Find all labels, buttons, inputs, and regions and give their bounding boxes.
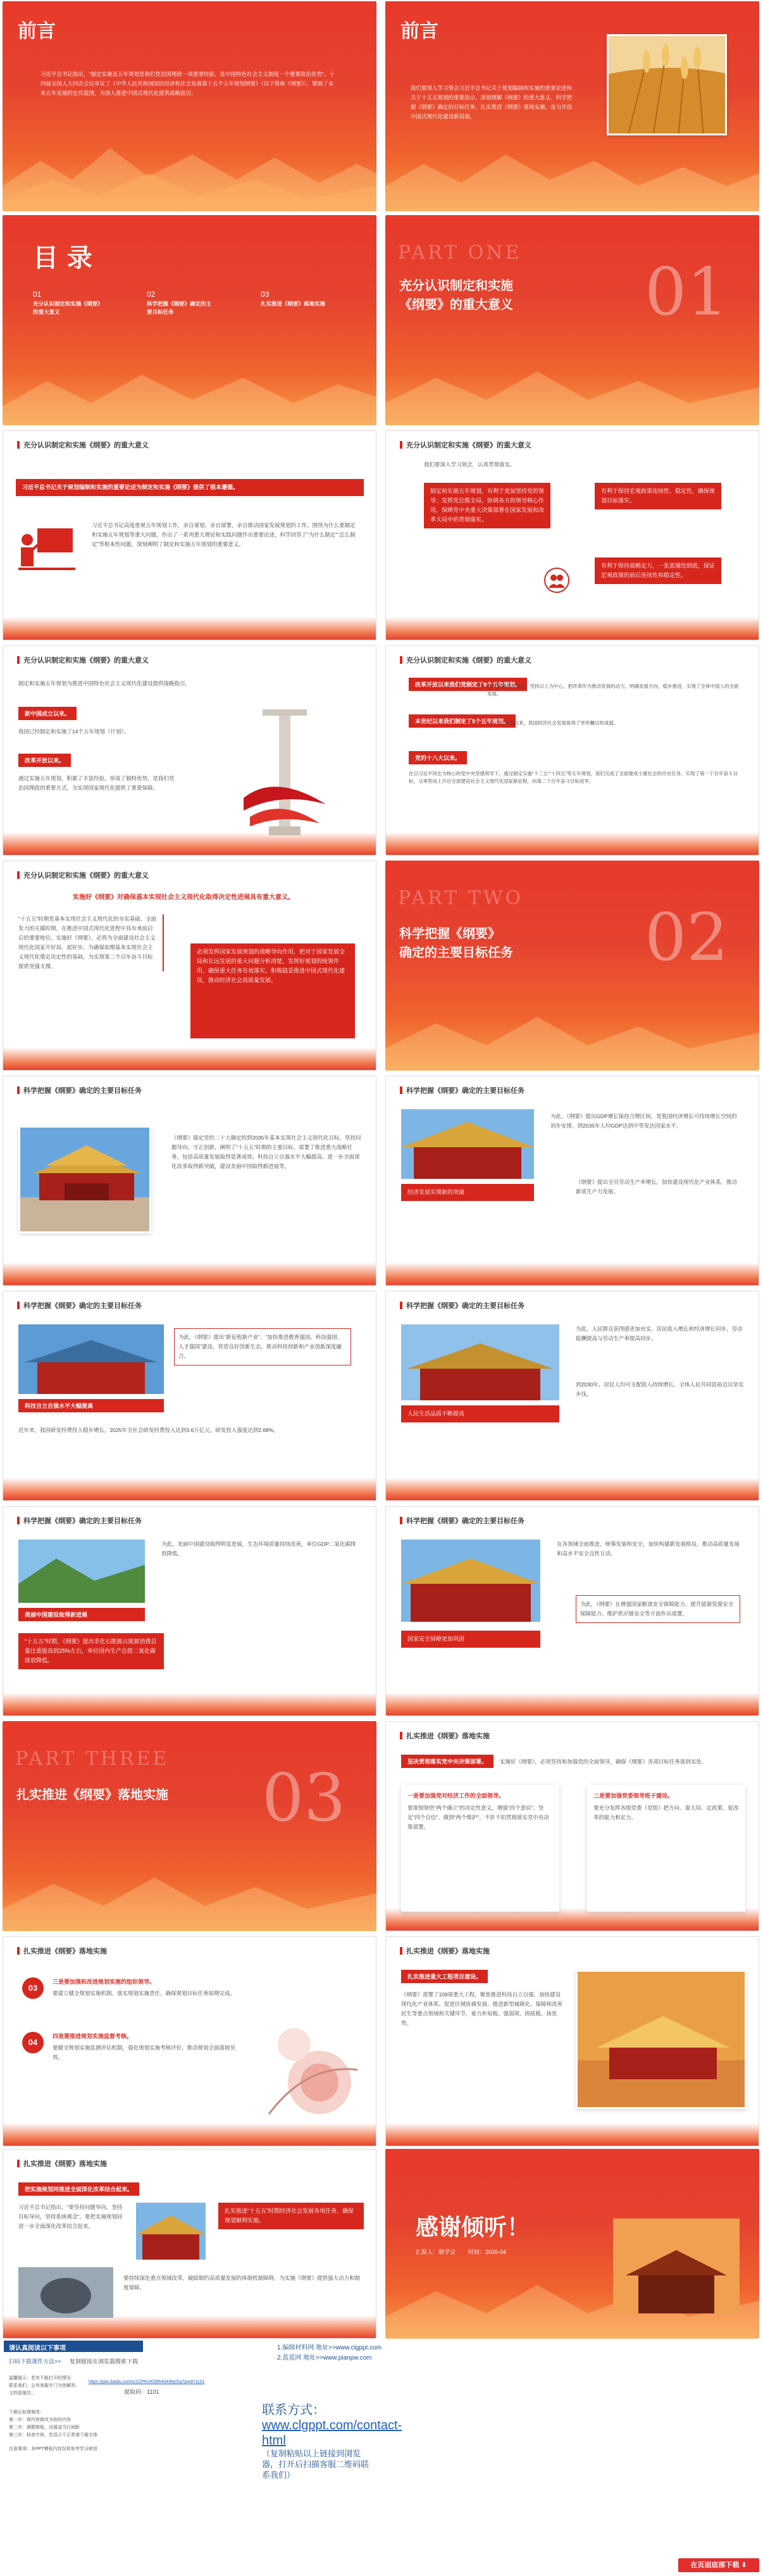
header-bar	[17, 871, 20, 879]
slide-body: 习近平总书记高度重视五年规划工作，亲自谋划、亲自部署，亲自推动国家发展规划的工作。围绕为什么要制定和实施五年规划等重大问题，作出了一系列重大理论和实践问题作出重要论述，科学回答了“为什么制定”“怎么制定”等根本性问题，深刻阐明了制定和实施五年规划的重要意义。	[92, 522, 356, 547]
slide-body: 《纲要》部署了109项重大工程，聚焦推进科技自立自强、加快建设现代化产业体系、促进区域协调发展、推进新型城镇化、保障和改善民生等重点领域和关键环节，着力补短板、强弱项、固底板、扬优势。	[401, 1991, 563, 2026]
pavilion-photo	[613, 2218, 740, 2313]
part-title-line2: 确定的主要目标任务	[399, 945, 513, 960]
slide-thanks[interactable]	[385, 2149, 759, 2339]
slide-body-2: 《纲要》提出全员劳动生产率增长，加快建设现代化产业体系，推动新质生产力发展。	[576, 1179, 738, 1195]
slide-body: 我们要深入学习领会习近平总书记关于规划编制和实施的重要论述和关于十五五规划的重要指示，深刻理解《纲要》的重大意义、科学把握《纲要》确定的目标任务、扎实推进《纲要》落地实施，奋力开创中国式现代化建设新局面。	[411, 85, 573, 120]
slide-implement-4[interactable]	[3, 2149, 376, 2339]
part-label: PART ONE	[398, 242, 522, 264]
notice-line-6: 第三步：检查字体，若显示不正常请下载字体	[9, 2433, 97, 2437]
contents-title: 目 录	[33, 243, 92, 273]
header-text: 科学把握《纲要》确定的主要目标任务	[23, 1087, 142, 1095]
pillar-illustration	[244, 684, 326, 842]
caption-box: 人民生活品质不断提高	[401, 1405, 559, 1422]
landscape-photo	[18, 1540, 145, 1603]
step-badge-03: 03	[22, 1977, 44, 1999]
slide-header	[17, 655, 149, 665]
header-text: 充分认识制定和实施《纲要》的重大意义	[406, 657, 531, 664]
slide-part-three[interactable]	[3, 1721, 376, 1931]
right-box: 有利于保持宏观政策连续性、稳定性，确保规划目标落实。	[595, 483, 721, 509]
header-bar	[17, 656, 20, 664]
slide-title: 前言	[18, 20, 56, 42]
temple-photo	[401, 1324, 559, 1400]
slide-body: 为此，美丽中国建设取得明显进展，生态环境质量持续改善，单位GDP二氧化碳排放降低。	[161, 1541, 356, 1557]
header-bar	[400, 1302, 402, 1309]
download-method-text: 复制链接在浏览器搜索下载	[70, 2358, 139, 2365]
contents-item-1[interactable]	[33, 290, 102, 316]
slide-implement-3[interactable]	[385, 1936, 759, 2146]
header-text: 充分认识制定和实施《纲要》的重大意义	[23, 657, 149, 664]
intro-text: 实施好《纲要》，必须坚持和加强党的全面领导，确保《纲要》各项目标任务落到实处。	[500, 1758, 707, 1765]
thanks-title: 感谢倾听！	[416, 2214, 530, 2241]
contents-item-num: 03	[261, 290, 270, 299]
step-body: 要建立健全规划实施机制，落实规划实施责任，确保规划目标任务如期完成。	[53, 1990, 236, 1996]
notice-line-4: 第一步：将内容修改为你的内容	[9, 2418, 71, 2422]
contact-note: （复制粘贴以上链接到浏览器，打开后扫描客服二维码联系我们）	[262, 2449, 369, 2480]
site-link-2[interactable]: 2.蓝蓝网 地址>>www.pianpw.com	[277, 2355, 372, 2361]
slide-targets-3[interactable]	[3, 1291, 376, 1501]
notice-line-5: 第二步：调整排版，设置适当行间距	[9, 2425, 80, 2430]
text-box: 为此，《纲要》在增强国家粮食安全保障能力、提升能源资源安全保障能力、维护供应链安全等方面作出部署。	[576, 1595, 740, 1623]
slide-header	[400, 1946, 490, 1956]
header-text: 充分认识制定和实施《纲要》的重大意义	[23, 442, 149, 449]
teacher-icon	[18, 527, 75, 571]
slide-header	[17, 1946, 107, 1956]
header-bar	[17, 1086, 20, 1094]
ribbon: 扎实推进重大工程项目建设。	[401, 1970, 488, 1983]
contents-item-num: 01	[33, 290, 42, 299]
header-bar	[400, 1086, 402, 1094]
right-box-2: 有利于保持战略定力，一张蓝图绘到底，保证宏观政策的前后连续性和稳定性。	[595, 557, 721, 584]
part-title-line1: 科学把握《纲要》	[399, 926, 500, 941]
flower-decoration	[256, 1969, 364, 2127]
sub1-ribbon: 新中国成立以来。	[18, 707, 77, 720]
temple-photo	[18, 1324, 164, 1394]
slide-header	[17, 870, 149, 880]
download-link[interactable]: https://pan.baidu.com/s/1CPKcR2l8h43498ylSq7pwd=1101	[89, 2380, 205, 2384]
card-title: 二是要加强党委领导班子建设。	[593, 1793, 674, 1799]
caption-ribbon: 科技自立自强水平大幅提高	[18, 1399, 164, 1412]
caption-ribbon: 美丽中国建设取得新进展	[18, 1608, 145, 1621]
slide-implement-1[interactable]	[385, 1721, 759, 1931]
slide-implement-2[interactable]	[3, 1936, 376, 2146]
header-text: 科学把握《纲要》确定的主要目标任务	[406, 1087, 524, 1095]
header-bar	[400, 656, 402, 664]
header-text: 科学把握《纲要》确定的主要目标任务	[23, 1302, 142, 1310]
contents-item-label: 充分认识制定和实施《纲要》的重大意义	[33, 301, 101, 315]
slide-body: 习近平总书记指出，“制定实施及五年规划是我们党治国理政一项重要经验，是中国特色社会主义制度一个重要政治优势”。十四届全国人大四次会议审议了《中华人民共和国国民经济和社会发展第十五个五年规划纲要》（以下简称《纲要》），擘画了未来五年发展的宏伟蓝图，为深入推进中国式现代化提供战略指引。	[40, 71, 335, 96]
slide-header	[400, 1085, 524, 1095]
contact-label: 联系方式：	[262, 2403, 325, 2417]
notice-banner: 请认真阅读以下事项	[4, 2341, 143, 2352]
card-title: 一是要加强党对经济工作的全面领导。	[407, 1793, 505, 1799]
contents-item-3[interactable]	[261, 290, 330, 316]
sub2-body: 通过实施五年规划，积累了丰富经验，形成了独特优势，是我们党治国理政的重要方式，为实现国家现代化提供了重要保障。	[18, 775, 175, 791]
slide-significance-5[interactable]	[3, 861, 376, 1071]
header-bar	[400, 1947, 402, 1955]
intro-text: 制定和实施五年规划为推进中国特色社会主义现代化建设提供战略指引。	[18, 680, 191, 687]
header-text: 充分认识制定和实施《纲要》的重大意义	[23, 872, 149, 880]
slide-contents[interactable]	[3, 215, 376, 425]
slide-targets-4[interactable]	[385, 1291, 759, 1501]
header-text: 扎实推进《纲要》落地实施	[23, 2160, 107, 2168]
slide-preface-1[interactable]	[3, 1, 376, 211]
header-text: 科学把握《纲要》确定的主要目标任务	[406, 1517, 524, 1525]
thanks-meta	[416, 2248, 506, 2256]
slide-part-two[interactable]	[385, 861, 759, 1071]
header-bar	[400, 1732, 402, 1739]
ribbon: 坚决贯彻落实党中央决策部署。	[401, 1755, 493, 1768]
slide-header	[17, 1085, 142, 1095]
reporter-text: 汇报人：敬学会	[416, 2249, 456, 2255]
part-number: 01	[645, 253, 729, 330]
slide-part-one[interactable]	[385, 215, 759, 425]
part-title-line2: 《纲要》的重大意义	[399, 297, 513, 312]
download-footer	[0, 2339, 763, 2576]
slide-header	[17, 1515, 142, 1526]
people-icon	[544, 568, 569, 593]
sub2-ribbon: 改革开放以来。	[18, 754, 71, 767]
contents-item-label: 扎实推进《纲要》落地实施	[261, 301, 326, 307]
header-bar	[17, 1947, 20, 1955]
part-title	[399, 276, 513, 314]
palace-photo	[136, 2203, 206, 2260]
extraction-code: 提取码：1101	[124, 2389, 159, 2395]
header-text: 扎实推进《纲要》落地实施	[23, 1948, 107, 1955]
caption-box: 国家安全屏障更加巩固	[401, 1631, 540, 1648]
palace-photo	[401, 1109, 534, 1179]
red-box: 必须发挥国家发展规划的战略导向作用，把对于国家发展全局和长远发展的重大问题分析清楚，发挥好规划的统领作用，确保重大任务有效落实，积极稳妥推进中国式现代化建设，推动经济社会高质量发展。	[190, 943, 355, 1038]
caption-box: 经济发展实现新的突破	[401, 1184, 534, 1201]
part-number: 02	[645, 899, 729, 976]
palace-photo	[18, 1126, 151, 1233]
site-link-1[interactable]: 1.编辑材料网 地址>>www.clgppt.com	[277, 2344, 382, 2351]
ribbon-2: 本世纪以来我们制定了5个五年规划。	[409, 714, 516, 728]
contents-item-num: 02	[147, 290, 156, 299]
contents-item-label: 科学把握《纲要》确定的主要目标任务	[147, 301, 212, 315]
red-box: 扎实推进“十五五”时期经济社会发展各项任务，确保规划顺利实施。	[218, 2203, 364, 2229]
slide-targets-2[interactable]	[385, 1076, 759, 1286]
intro-text: 我们要深入学习领会，认真贯彻落实。	[424, 461, 516, 468]
slide-header	[17, 2158, 107, 2168]
date-text: 时间：2026-04	[468, 2249, 507, 2255]
slide-header	[17, 440, 149, 450]
step-title: 三是要加强和改进规划实施的组织领导。	[53, 1979, 156, 1985]
part-title-line1: 充分认识制定和实施	[399, 278, 513, 293]
ribbon-3-body: 在以习近平同志为核心的党中央坚强领导下，通过制定实施“十三五”“十四五”等五年规划，我们完成了全面建成小康社会的历史任务，实现了第一个百年奋斗目标，又乘势而上开启全面建设社会主义现代化国家新征程，向第二个百年奋斗目标进军。	[409, 771, 738, 784]
slide-significance-1[interactable]	[3, 430, 376, 640]
contact-link[interactable]: www.clgppt.com/contact-html	[262, 2418, 402, 2448]
card-body: 要深刻领悟“两个确立”的决定性意义，增强“四个意识”、坚定“四个自信”、做到“两个维护”，不折不扣贯彻落实党中央决策部署。	[407, 1805, 549, 1830]
wheat-image	[609, 36, 727, 135]
wheat-photo	[607, 34, 727, 135]
slide-body: 近年来，我国研发经费投入稳步增长，2025年全社会研发经费投入达到3.6万亿元，研发投入强度达到2.68%。	[18, 1427, 279, 1433]
ribbon-2-body: “十一五”规划以来，我国经济社会发展取得了举世瞩目的成就。	[487, 720, 619, 726]
part-label: PART THREE	[15, 1748, 170, 1770]
slide-targets-6[interactable]	[385, 1506, 759, 1716]
palace-photo	[401, 1540, 540, 1622]
slide-body: 在各领域全面推进，统筹发展和安全，加快构建新发展格局，推动高质量发展和高水平安全良性互动。	[557, 1541, 740, 1557]
notice-line-7: 注意事项：本PPT模板内容仅供参考学习使用	[9, 2447, 97, 2451]
left-box: 制定和实施五年规划，有利于更加坚持党的领导、发挥党总揽全局、协调各方的领导核心作用，保障党中央重大决策部署在国家发展和改革大局中的贯彻落实。	[424, 483, 550, 528]
card-2	[587, 1785, 745, 1912]
sub1-body: 我国已经制定和实施了14个五年规划（计划）。	[18, 728, 130, 735]
ribbon-1-body: 以经济建设为中心，坚持以人为中心，把改革作为推动发展的动力，明确发展方向，稳步推进，实现了全体中国人的全面发展。	[487, 683, 739, 697]
slide-body-2: 到2030年，居民人均可支配收入持续增长，全体人民共同富裕迈出坚实步伐。	[576, 1381, 744, 1397]
header-text: 科学把握《纲要》确定的主要目标任务	[23, 1517, 142, 1525]
slide-title: 前言	[400, 20, 438, 42]
notice-line-0: 温馨提示：若有不能打开的情况	[9, 2376, 71, 2380]
banner-box: 习近平总书记关于规划编制和实施的重要论述为制定和实施《纲要》提供了根本遵循。	[16, 479, 364, 496]
lion-statue-photo	[18, 2267, 113, 2318]
slide-targets-5[interactable]	[3, 1506, 376, 1716]
card-body: 要充分发挥各级党委（党组）把方向、谋大局、定政策、促改革的能力和定力。	[593, 1805, 739, 1820]
slide-header	[400, 655, 531, 665]
slide-body-2: 要持续深化重点领域改革，破除制约高质量发展的体制机制障碍，为实施《纲要》提供强大动力和制度保障。	[123, 2275, 361, 2291]
slide-body: “十五五”时期是基本实现社会主义现代化的夯实基础、全面发力的关键时期，在推进中国式现代化进程中具有承前启后的重要地位。实施好《纲要》，必将为全面建设社会主义现代化国家开好局、起好步，为确保如期基本实现社会主义现代化奠定决定性的基础，为实现第二个百年奋斗目标提供坚强支撑。	[18, 914, 164, 971]
slide-header	[400, 1300, 524, 1310]
slide-significance-4[interactable]	[385, 645, 759, 856]
header-bar	[400, 1517, 402, 1524]
step-badge-04: 04	[22, 2032, 44, 2053]
step-body: 要健全规划实施监测评估机制，强化规划实施考核评价，推动规划全面落地见效。	[53, 2044, 236, 2060]
header-bar	[17, 2160, 20, 2167]
header-text: 扎实推进《纲要》落地实施	[406, 1948, 490, 1955]
slide-body: 为此，人民群众获得感更加充实，居民收入增长和经济增长同步，劳动报酬提高与劳动生产率提高同步。	[576, 1326, 743, 1341]
ribbon: 把实施规划同推进全面深化改革结合起来。	[18, 2182, 139, 2196]
contents-list	[33, 290, 337, 316]
card-1	[401, 1785, 559, 1912]
part-number: 03	[262, 1759, 346, 1836]
slide-body: 为此，《纲要》提出GDP增长保持合理区间，是我国经济增长可持续增长空间的初步安排，到2035年人均GDP达到中等发达国家水平。	[550, 1113, 737, 1129]
contents-item-2[interactable]	[147, 290, 216, 316]
slide-significance-2[interactable]	[385, 430, 759, 640]
slide-subtitle: 实施好《纲要》对确保基本实现社会主义现代化取得决定性进展具有重大意义。	[73, 894, 294, 901]
download-method-label: 扫码下载课件方法>>	[9, 2358, 61, 2365]
notice-line-3: 下载后如需修改：	[9, 2410, 44, 2415]
slide-header	[17, 1300, 142, 1310]
slide-targets-1[interactable]	[3, 1076, 376, 1286]
ribbon-1: 改革开放以来我们党制定了9个五年规划。	[409, 678, 527, 691]
notice-line-1: 联系我们，会有客服专门为您解答。	[9, 2384, 80, 2388]
slide-body: 《纲要》锚定党的二十大确定的到2035年基本实现社会主义现代化目标，坚持问题导向、守正创新，阐明了“十五五”时期的主要目标，部署了推进重大战略任务，包括高质量发展取得显著成效、科技自立自强水平大幅提高、进一步全面深化改革取得新突破，建设美丽中国取得新进展等。	[171, 1135, 361, 1169]
part-title	[399, 924, 513, 962]
slide-header	[400, 1515, 524, 1526]
slide-body: 习近平总书记指出，“要坚持问题导向，坚持目标导向，坚持系统观念”。要把实施规划同进一步全面深化改革结合起来。	[18, 2204, 123, 2229]
part-title: 扎实推进《纲要》落地实施	[16, 1787, 168, 1802]
step-title: 四是要推进规划实施监督考核。	[53, 2033, 133, 2039]
header-text: 扎实推进《纲要》落地实施	[406, 1733, 490, 1740]
header-bar	[400, 441, 402, 449]
ribbon-3: 党的十八大以来。	[409, 751, 467, 764]
text-box: 为此，《纲要》提出“新征程新产业”、“加快推进教育强国、科技强国、人才强国”建设，营造良好创新生态，推动科技创新和产业创新深度融合。	[174, 1328, 351, 1366]
slide-preface-2[interactable]	[385, 1, 759, 211]
slide-significance-3[interactable]	[3, 645, 376, 856]
red-box: “十五五”时期，《纲要》提出非化石能源占能源消费总量比重提高到25%左右，单位国内生产总值二氧化碳排放降低。	[18, 1633, 164, 1669]
notice-line-2: 文档管理员...	[9, 2391, 35, 2396]
palace-aerial-photo	[576, 1970, 747, 2109]
slide-header	[400, 1731, 490, 1741]
header-text: 科学把握《纲要》确定的主要目标任务	[406, 1302, 524, 1310]
header-bar	[17, 1302, 20, 1309]
header-bar	[17, 441, 20, 449]
header-text: 充分认识制定和实施《纲要》的重大意义	[406, 442, 531, 449]
header-bar	[17, 1517, 20, 1524]
slide-header	[400, 440, 531, 450]
part-label: PART TWO	[398, 887, 524, 909]
download-bottom-button[interactable]: 在页面底部下载 ⬇	[678, 2558, 759, 2572]
